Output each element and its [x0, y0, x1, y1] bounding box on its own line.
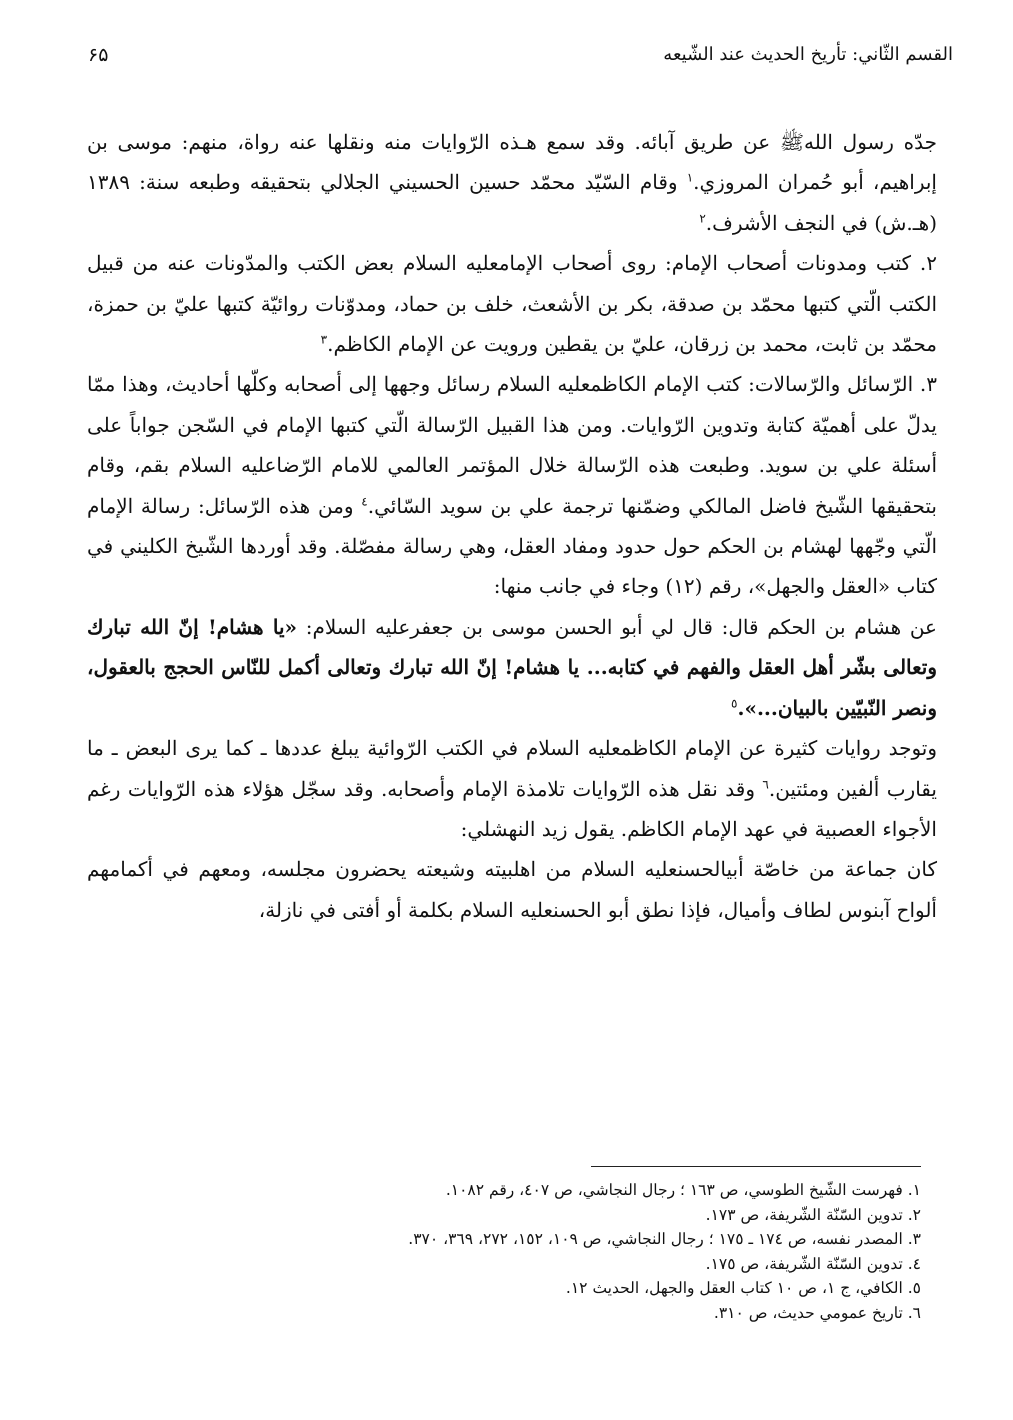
paragraph [87, 364, 937, 606]
footnote: ٥. الكافي، ج ١، ص ١٠ كتاب العقل والجهل، الحديث ١٢. [565, 1279, 921, 1297]
footnote: ٢. تدوين السّنّة الشّريفة، ص ١٧٣. [705, 1205, 921, 1224]
footnote: ١. فهرست الشّيخ الطوسي، ص ١٦٣ ؛ رجال النجاشي، ص ٤٠٧، رقم ١٠٨٢. [445, 1181, 921, 1199]
paragraph-text: وتوجد روايات كثيرة عن الإمام الكاظمعليه السلام في الكتب الرّوائية يبلغ عددها ـ كما يرى البعض ـ ما يقارب ألفين ومئتين. [87, 736, 937, 801]
page-number: ۶۵ [88, 44, 109, 66]
footnote: ٦. تاريخ عمومي حديث، ص ٣١٠. [713, 1303, 921, 1322]
footnote: ٣. المصدر نفسه، ص ١٧٤ ـ ١٧٥ ؛ رجال النجاشي، ص ١٠٩، ١٥٢، ٢٧٢، ٣٦٩، ٣٧٠. [408, 1230, 921, 1248]
footnote-ref: ٢ [699, 211, 706, 226]
paragraph [87, 849, 937, 930]
paragraph [87, 122, 937, 243]
footnote: ٤. تدوين السّنّة الشّريفة، ص ١٧٥. [705, 1254, 921, 1273]
main-text [87, 122, 937, 930]
quote-paragraph [87, 607, 937, 728]
paragraph-text: وقام السّيّد محمّد حسين الحسيني الجلالي بتحقيقه وطبعه سنة: ١٣٨٩ (هـ.ش) في النجف الأشرف. [87, 170, 937, 235]
footnote-ref: ٣ [320, 332, 328, 347]
paragraph [87, 728, 937, 849]
paragraph [87, 243, 937, 364]
paragraph-text: ٢. كتب ومدونات أصحاب الإمام: روى أصحاب الإمامعليه السلام بعض الكتب والمدّونات عنه من قبيل الكتب الّتي كتبها محمّد بن صدقة، بكر بن الأشعث، خلف بن حماد، ومدوّنات روائيّة كتبها عليّ بن حمزة، محمّد بن ثابت، محمد بن زرقان، عليّ بن يقطين ورويت عن الإمام الكاظم. [87, 251, 937, 357]
footnote-ref: ١ [686, 170, 694, 185]
paragraph-text: ٣. الرّسائل والرّسالات: كتب الإمام الكاظمعليه السلام رسائل وجهها إلى أصحابه وكلّها أحاديث، وهذا ممّا يدلّ على أهميّة كتابة وتدوين الرّوايات. ومن هذا القبيل الرّسالة الّتي كتبها الإمام في السّجن جواباً على أسئلة علي بن سويد. وطبعت هذه الرّسالة خلال المؤتمر العالمي للامام الرّضاعليه السلام بقم، وقام بتحقيقها الشّيخ فاضل المالكي وضمّنها ترجمة علي بن سويد السّائي. [87, 372, 938, 518]
footnote-divider [591, 1166, 921, 1167]
paragraph-text: وقد نقل هذه الرّوايات تلامذة الإمام وأصحابه. وقد سجّل هؤلاء هذه الرّوايات رغم الأجواء العصبية في عهد الإمام الكاظم. يقول زيد النهشلي: [87, 776, 937, 841]
paragraph-text: عن هشام بن الحكم قال: قال لي أبو الحسن موسى بن جعفرعليه السلام: [297, 614, 937, 639]
running-header: القسم الثّاني: تأريخ الحديث عند الشّيعه [663, 44, 953, 65]
hadith-quote: «يا هشام! إنّ الله تبارك وتعالى بشّر أهل العقل والفهم في كتابه... يا هشام! إنّ الله تبارك وتعالى أكمل للنّاس الحجج بالعقول، ونصر النّبيّين بالبيان...». [87, 614, 937, 720]
paragraph-text: كان جماعة من خاصّة أبيالحسنعليه السلام من اهلبيته وشيعته يحضرون مجلسه، ومعهم في أكمامهم ألواح آبنوس لطاف وأميال، فإذا نطق أبو الحسنعليه السلام بكلمة أو أفتى في نازلة، [87, 857, 937, 922]
footnote-ref: ٥ [731, 696, 738, 711]
footnote-ref: ٦ [762, 776, 769, 791]
paragraph-text: جدّه رسول اللهﷺ عن طريق آبائه. وقد سمع هـذه الرّوايات منه ونقلها عنه رواة، منهم: موسى بن إبراهيم، أبو حُمران المروزي. [87, 130, 937, 195]
footnotes [121, 1178, 921, 1325]
footnote-ref: ٤ [361, 494, 368, 508]
paragraph-text: ومن هذه الرّسائل: رسالة الإمام الّتي وجّهها لهشام بن الحكم حول حدود ومفاد العقل، وهي رسالة مفصّلة. وقد أوردها الشّيخ الكليني في كتاب «العقل والجهل»، رقم (١٢) وجاء في جانب منها: [87, 493, 937, 599]
